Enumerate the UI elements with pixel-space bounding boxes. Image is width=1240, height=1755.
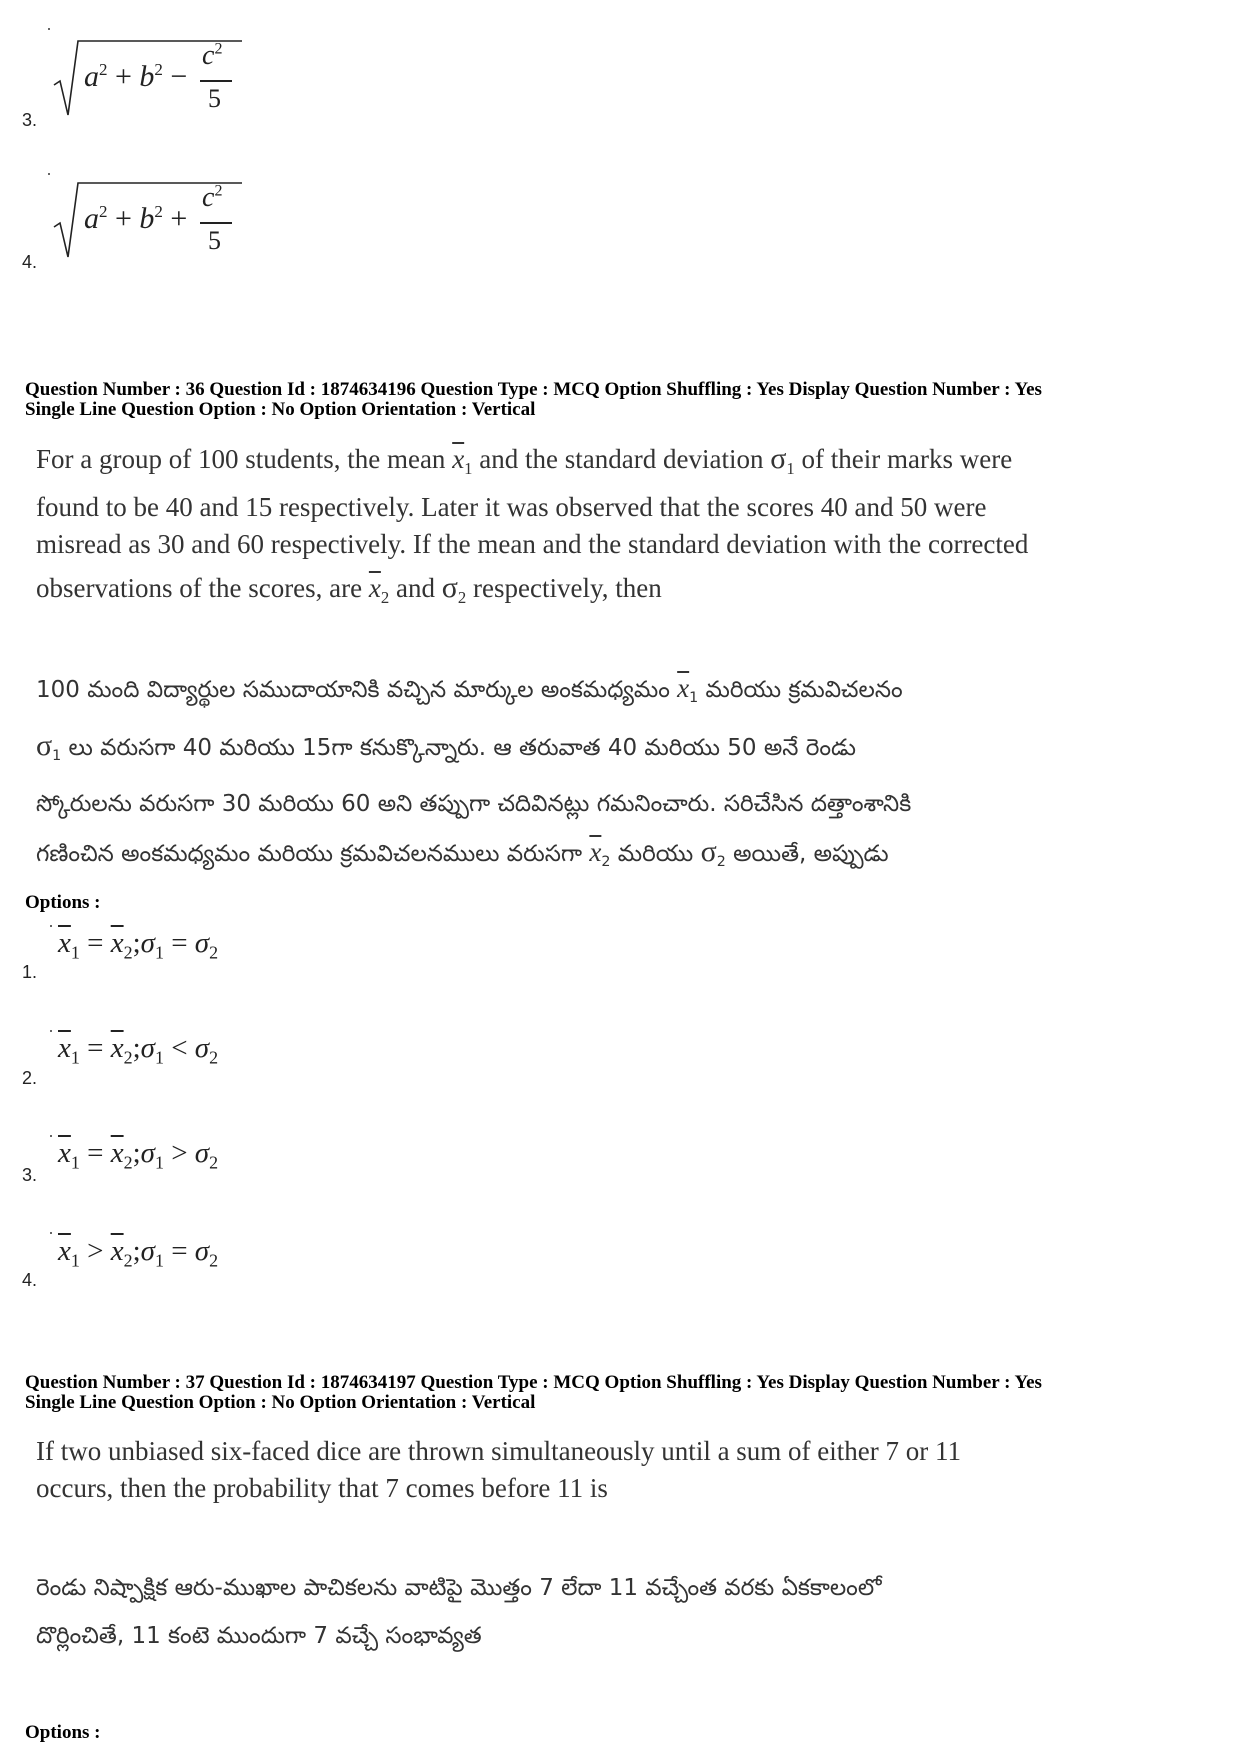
fraction-denominator: 5 xyxy=(208,84,221,113)
question-text-english xyxy=(36,440,1028,616)
text-line: దొర్లించితే, 11 కంటె ముందుగా 7 వచ్చే సంభావ్యత xyxy=(36,1623,482,1649)
options-label: Options : xyxy=(25,1722,101,1743)
text-line: misread as 30 and 60 respectively. If the mean and the standard deviation with the corrected xyxy=(36,528,1029,559)
question-text-english xyxy=(36,1433,961,1507)
text-line: గణించిన అంకమధ్యమం మరియు క్రమవిచలనములు వరుసగా $\overline{x}_2$ మరియు $\sigma_2$ అయితే, అప్పుడు xyxy=(36,834,889,870)
fraction-numerator: $c^2$ xyxy=(202,40,223,71)
option-number: 3. xyxy=(22,110,38,130)
question-text-telugu xyxy=(36,664,911,886)
option-4[interactable] xyxy=(22,1232,322,1292)
option-number: 3. xyxy=(22,1165,38,1185)
option-number: 4. xyxy=(22,252,38,272)
question-meta-line-2: Single Line Question Option : No Option Orientation : Vertical xyxy=(25,1392,536,1413)
option-expression: $\overline{x}_1$ = $\overline{x}_2;\sigma_1 < \sigma_2$ xyxy=(58,1032,219,1068)
question-meta-line-2: Single Line Question Option : No Option Orientation : Vertical xyxy=(25,399,536,420)
question-meta-line-1: Question Number : 36 Question Id : 1874634196 Question Type : MCQ Option Shuffling : Yes Display Question Number : Yes xyxy=(25,379,1042,400)
fraction-numerator: $c^2$ xyxy=(202,182,223,213)
radicand: $a^2 + b^2$ − xyxy=(84,60,188,93)
option-2[interactable] xyxy=(22,1030,322,1090)
fraction-bar xyxy=(200,222,232,224)
fraction-denominator: 5 xyxy=(208,226,221,255)
text-line: 100 మంది విద్యార్థుల సముదాయానికి వచ్చిన మార్కుల అంకమధ్యమం $\overline{x}_1$ మరియు క్రమవిచలనం xyxy=(36,673,903,706)
text-line: $\sigma_1$ లు వరుసగా 40 మరియు 15గా కనుక్కొన్నారు. ఆ తరువాత 40 మరియు 50 అనే రెండు xyxy=(36,728,856,764)
text-line: found to be 40 and 15 respectively. Later it was observed that the scores 40 and 50 were xyxy=(36,491,987,522)
text-line: observations of the scores, are $\overline{x}_2$ and $\sigma_2$ respectively, then xyxy=(36,570,662,607)
text-line: If two unbiased six-faced dice are thrown simultaneously until a sum of either 7 or 11 xyxy=(36,1436,962,1466)
text-line: occurs, then the probability that 7 comes before 11 is xyxy=(36,1473,608,1503)
text-line: For a group of 100 students, the mean $\overline{x}_1$ and the standard deviation $\sigma_1$ of their marks were xyxy=(36,442,1013,478)
question-text-telugu xyxy=(36,1564,882,1660)
option-1[interactable] xyxy=(22,925,322,985)
option-expression: $\overline{x}_1$ = $\overline{x}_2;\sigma_1 = \sigma_2$ xyxy=(58,927,219,963)
option-number: 1. xyxy=(22,962,38,982)
option-expression: $\overline{x}_1$ > $\overline{x}_2;\sigma_1 = \sigma_2$ xyxy=(58,1235,219,1271)
text-line: రెండు నిష్పాక్షిక ఆరు-ముఖాల పాచికలను వాటిపై మొత్తం 7 లేదా 11 వచ్చేంత వరకు ఏకకాలంలో xyxy=(36,1575,882,1601)
option-3[interactable] xyxy=(22,1135,322,1195)
prev-option-3 xyxy=(22,28,322,138)
option-expression: $\overline{x}_1$ = $\overline{x}_2;\sigma_1 > \sigma_2$ xyxy=(58,1137,219,1173)
text-line: స్కోరులను వరుసగా 30 మరియు 60 అని తప్పుగా చదివినట్లు గమనించారు. సరిచేసిన దత్తాంశానికి xyxy=(36,790,912,817)
option-number: 2. xyxy=(22,1068,38,1088)
question-meta-line-1: Question Number : 37 Question Id : 1874634197 Question Type : MCQ Option Shuffling : Yes Display Question Number : Yes xyxy=(25,1372,1042,1393)
prev-option-4 xyxy=(22,170,322,280)
fraction-bar xyxy=(200,80,232,82)
option-number: 4. xyxy=(22,1270,38,1290)
radicand: $a^2 + b^2$ + xyxy=(84,202,188,235)
options-label: Options : xyxy=(25,892,101,913)
